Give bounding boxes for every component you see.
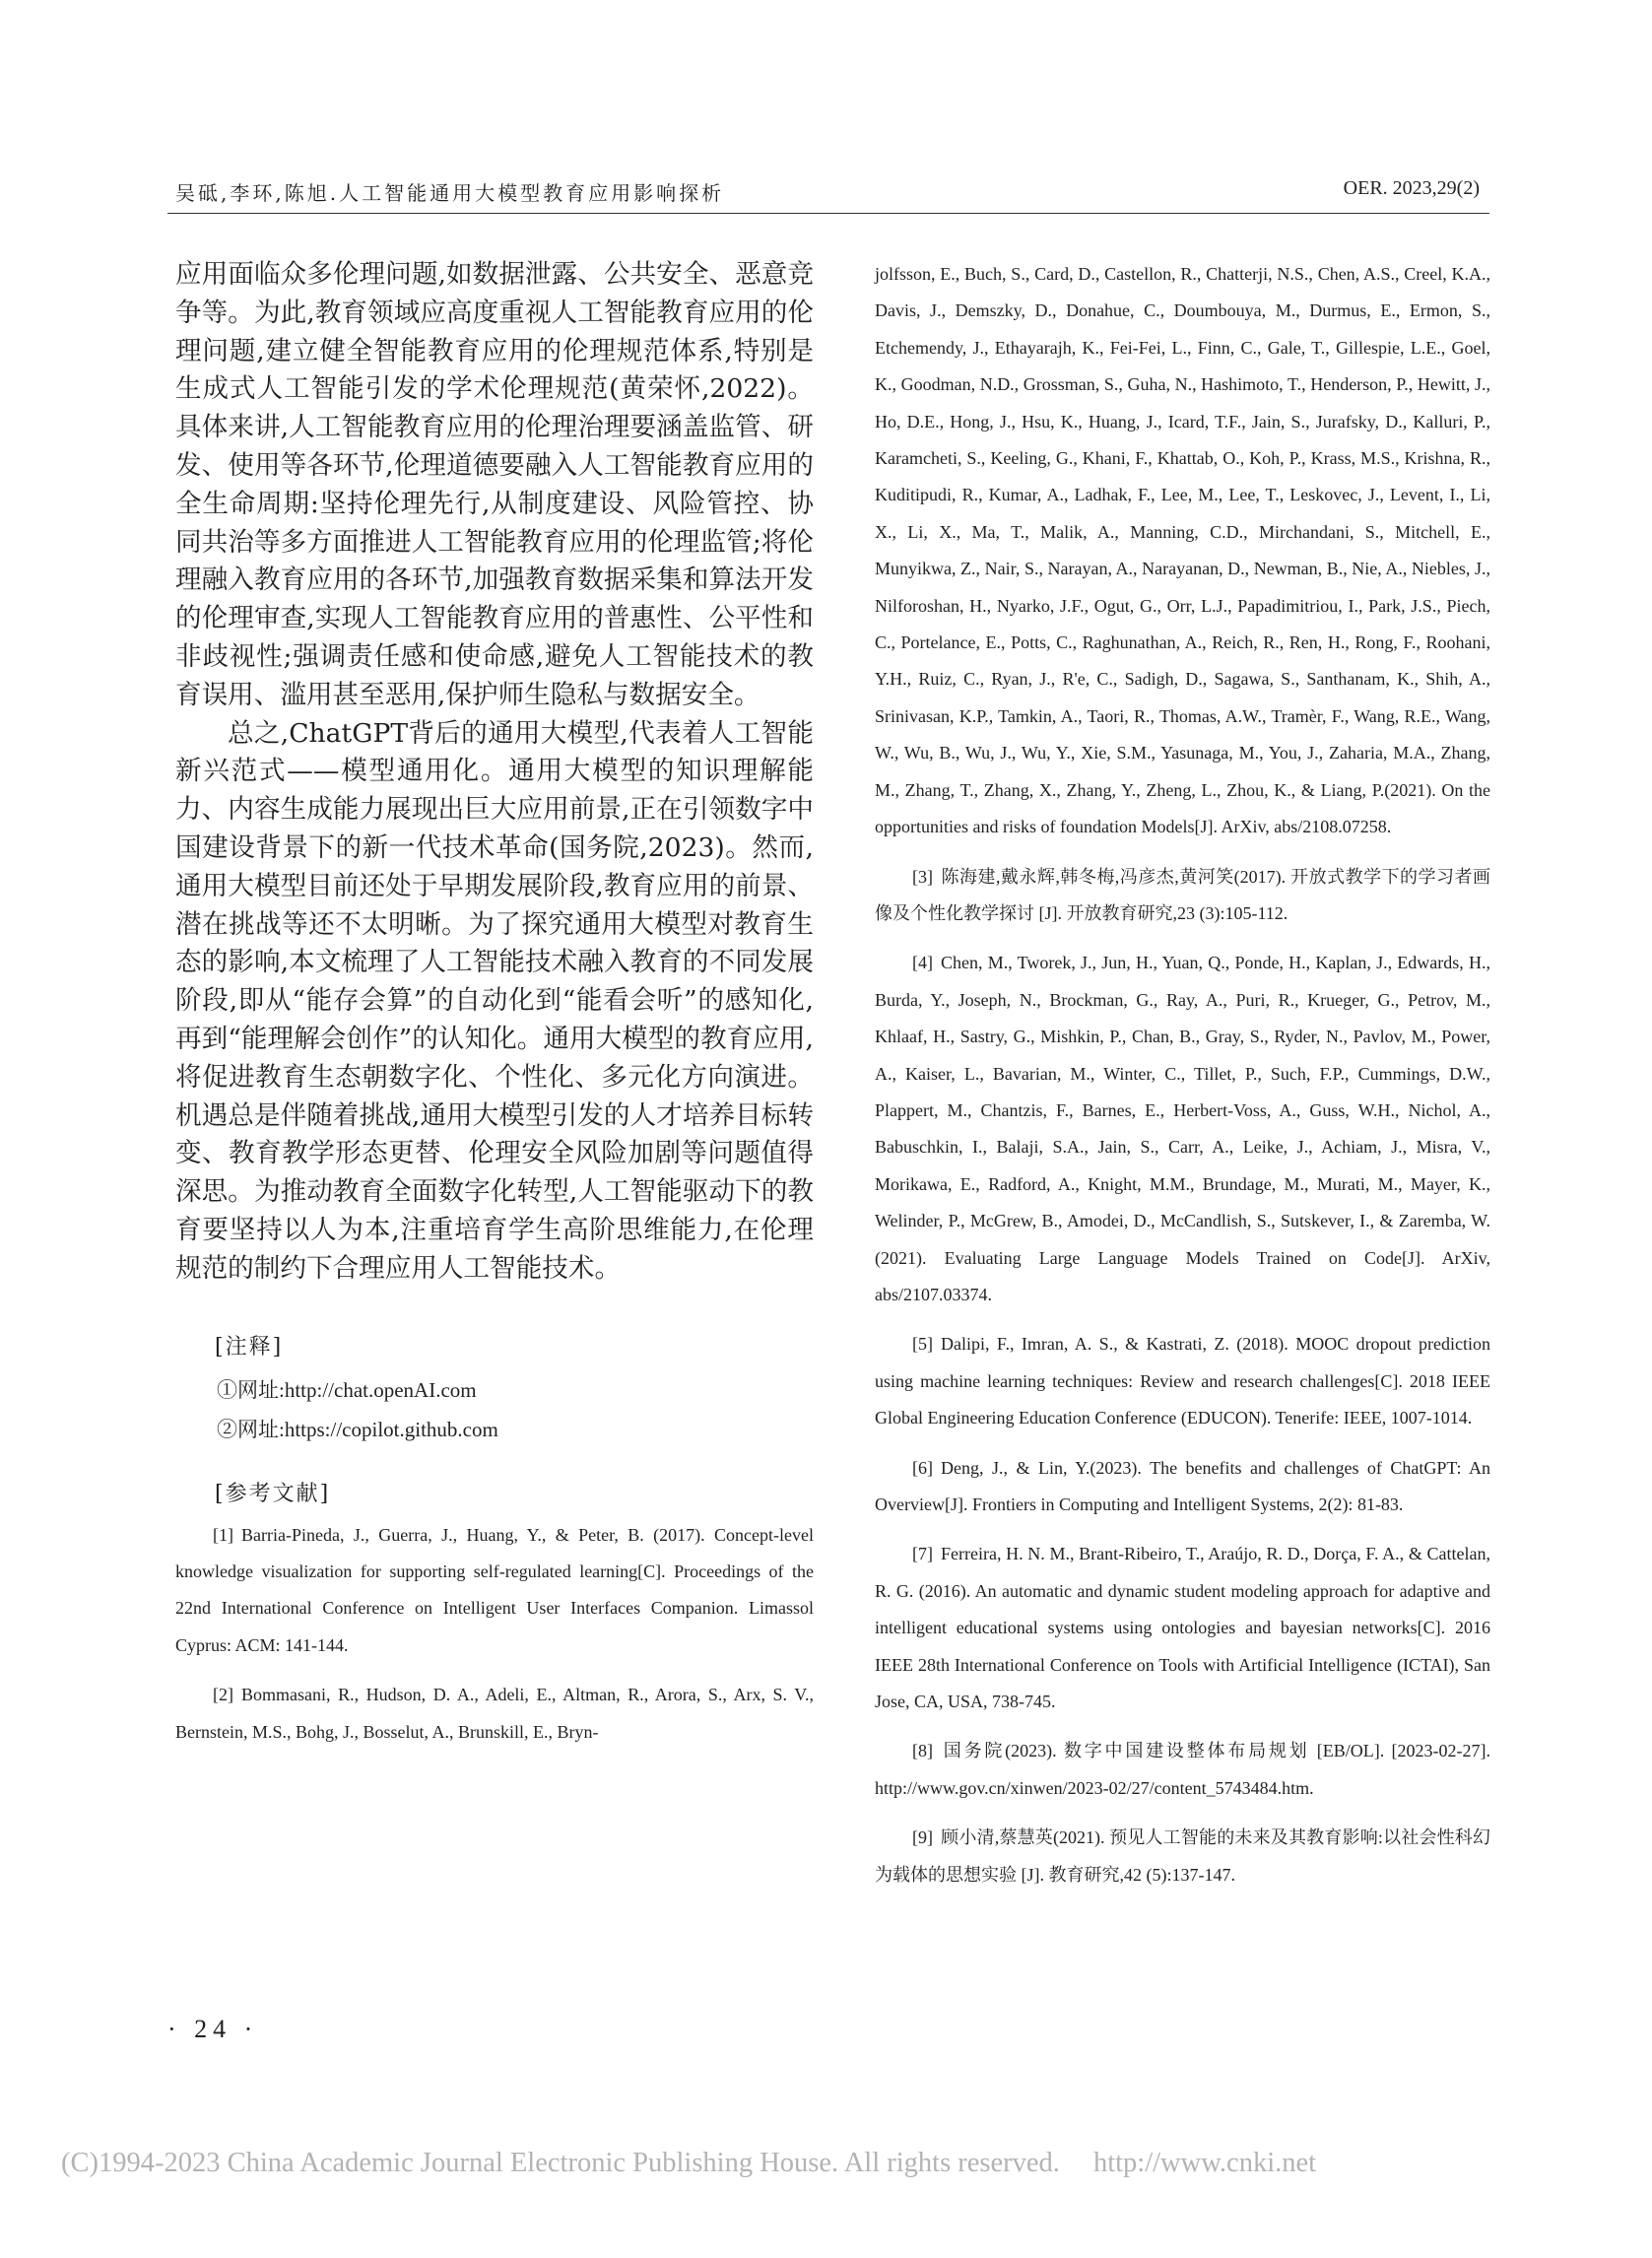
reference-number: [4] [912, 953, 933, 973]
reference-text: 陈海建,戴永辉,韩冬梅,冯彦杰,黄河笑(2017). 开放式教学下的学习者画像及个性化教学探讨 [J]. 开放教育研究,23 (3):105-112. [875, 866, 1490, 923]
references-heading: [参考文献] [215, 1481, 331, 1506]
reference-number: [9] [912, 1827, 933, 1848]
reference-number: [1] [213, 1524, 233, 1545]
body-paragraph: 应用面临众多伦理问题,如数据泄露、公共安全、恶意竞争等。为此,教育领域应高度重视人工智能教育应用的伦理问题,建立健全智能教育应用的伦理规范体系,特别是生成式人工智能引发的学术伦理规范(黄荣怀,2022)。具体来讲,人工智能教育应用的伦理治理要涵盖监管、研发、使用等各环节,伦理道德要融入人工智能教育应用的全生命周期:坚持伦理先行,从制度建设、风险管控、协同共治等多方面推进人工智能教育应用的伦理监管;将伦理融入教育应用的各环节,加强教育数据采集和算法开发的伦理审查,实现人工智能教育应用的普惠性、公平性和非歧视性;强调责任感和使命感,避免人工智能技术的教育误用、滥用甚至恶用,保护师生隐私与数据安全。 [175, 259, 814, 710]
reference-text: Deng, J., & Lin, Y.(2023). The benefits and challenges of ChatGPT: An Overview[J]. Frontiers in Computing and Intelligent Systems, 2(2): 81-83. [875, 1457, 1490, 1514]
reference-text: Ferreira, H. N. M., Brant-Ribeiro, T., Araújo, R. D., Dorça, F. A., & Cattelan, R. G. (2016). An automatic and dynamic student modeling approach for adaptive and intelligent educational systems using ontologies and bayesian networks[C]. 2016 IEEE 28th International Conference on Tools with Artificial Intelligence (ICTAI), San Jose, CA, USA, 738-745. [875, 1544, 1490, 1712]
reference-continuation: jolfsson, E., Buch, S., Card, D., Castellon, R., Chatterji, N.S., Chen, A.S., Creel, K.A., Davis, J., Demszky, D., Donahue, C., Doumbouya, M., Durmus, E., Ermon, S., Etchemendy, J., Ethayarajh, K., Fei-Fei, L., Finn, C., Gale, T., Gillespie, L.E., Goel, K., Goodman, N.D., Grossman, S., Guha, N., Hashimoto, T., Henderson, P., Hewitt, J., Ho, D.E., Hong, J., Hsu, K., Huang, J., Icard, T.F., Jain, S., Jurafsky, D., Kalluri, P., Karamcheti, S., Keeling, G., Khani, F., Khattab, O., Koh, P., Krass, M.S., Krishna, R., Kuditipudi, R., Kumar, A., Ladhak, F., Lee, M., Lee, T., Leskovec, J., Levent, I., Li, X., Li, X., Ma, T., Malik, A., Manning, C.D., Mirchandani, S., Mitchell, E., Munyikwa, Z., Nair, S., Narayan, A., Narayanan, D., Newman, B., Nie, A., Niebles, J., Nilforoshan, H., Nyarko, J.F., Ogut, G., Orr, L.J., Papadimitriou, I., Park, J.S., Piech, C., Portelance, E., Potts, C., Raghunathan, A., Reich, R., Ren, H., Rong, F., Roohani, Y.H., Ruiz, C., Ryan, J., R'e, C., Sadigh, D., Sagawa, S., Santhanam, K., Shih, A., Srinivasan, K.P., Tamkin, A., Taori, R., Thomas, A.W., Tramèr, F., Wang, R.E., Wang, W., Wu, B., Wu, J., Wu, Y., Xie, S.M., Yasunaga, M., You, J., Zaharia, M.A., Zhang, M., Zhang, T., Zhang, X., Zhang, Y., Zheng, L., Zhou, K., & Liang, P.(2021). On the opportunities and risks of foundation Models[J]. ArXiv, abs/2108.07258. [875, 264, 1490, 837]
reference-number: [8] [912, 1741, 933, 1761]
reference-item [875, 859, 1490, 933]
reference-item [875, 1733, 1490, 1807]
reference-item [875, 1326, 1490, 1436]
reference-text: Barria-Pineda, J., Guerra, J., Huang, Y., & Peter, B. (2017). Concept-level knowledge visualization for supporting self-regulated learning[C]. Proceedings of the 22nd International Conference on Intelligent User Interfaces Companion. Limassol Cyprus: ACM: 141-144. [175, 1524, 814, 1655]
reference-number: [3] [912, 866, 933, 887]
copyright-footer [61, 2148, 1316, 2179]
left-column [175, 256, 814, 1763]
copyright-text: (C)1994-2023 China Academic Journal Electronic Publishing House. All rights reserved. [61, 2148, 1060, 2178]
reference-item [875, 945, 1490, 1313]
running-head-authors-title: 吴砥,李环,陈旭.人工智能通用大模型教育应用影响探析 [175, 181, 725, 205]
reference-item [175, 1517, 814, 1665]
reference-text: 国务院(2023). 数字中国建设整体布局规划 [EB/OL]. [2023-02-27]. http://www.gov.cn/xinwen/2023-02/27/content_5743484.htm. [875, 1741, 1490, 1798]
reference-text: Chen, M., Tworek, J., Jun, H., Yuan, Q., Ponde, H., Kaplan, J., Edwards, H., Burda, Y., Joseph, N., Brockman, G., Ray, A., Puri, R., Krueger, G., Petrov, M., Khlaaf, H., Sastry, G., Mishkin, P., Chan, B., Gray, S., Ryder, N., Pavlov, M., Power, A., Kaiser, L., Bavarian, M., Winter, C., Tillet, P., Such, F.P., Cummings, D.W., Plappert, M., Chantzis, F., Barnes, E., Herbert-Voss, A., Guss, W.H., Nichol, A., Babuschkin, I., Balaji, S.A., Jain, S., Carr, A., Leike, J., Achiam, J., Misra, V., Morikawa, E., Radford, A., Knight, M.M., Brundage, M., Murati, M., Mayer, K., Welinder, P., McGrew, B., Amodei, D., McCandlish, S., Sutskever, I., & Zaremba, W.(2021). Evaluating Large Language Models Trained on Code[J]. ArXiv, abs/2107.03374. [875, 953, 1490, 1304]
reference-item [875, 1820, 1490, 1893]
reference-item [875, 1536, 1490, 1720]
running-head-journal: OER. 2023,29(2) [1343, 177, 1480, 199]
reference-text: Bommasani, R., Hudson, D. A., Adeli, E., Altman, R., Arora, S., Arx, S. V., Bernstein, M.S., Bohg, J., Bosselut, A., Brunskill, E., Bryn- [175, 1685, 814, 1742]
cnki-url[interactable]: http://www.cnki.net [1092, 2148, 1317, 2178]
running-head [167, 173, 1489, 214]
page-number: · 24 · [167, 2015, 259, 2043]
reference-number: [7] [912, 1544, 933, 1564]
body-paragraph: 总之,ChatGPT背后的通用大模型,代表着人工智能新兴范式——模型通用化。通用大模型的知识理解能力、内容生成能力展现出巨大应用前景,正在引领数字中国建设背景下的新一代技术革命(国务院,2023)。然而,通用大模型目前还处于早期发展阶段,教育应用的前景、潜在挑战等还不太明晰。为了探究通用大模型对教育生态的影响,本文梳理了人工智能技术融入教育的不同发展阶段,即从“能存会算”的自动化到“能看会听”的感知化,再到“能理解会创作”的认知化。通用大模型的教育应用,将促进教育生态朝数字化、个性化、多元化方向演进。机遇总是伴随着挑战,通用大模型引发的人才培养目标转变、教育教学形态更替、伦理安全风险加剧等问题值得深思。为推动教育全面数字化转型,人工智能驱动下的教育要坚持以人为本,注重培育学生高阶思维能力,在伦理规范的制约下合理应用人工智能技术。 [175, 717, 814, 1284]
notes-heading: [注释] [215, 1334, 284, 1360]
note-item: ①网址:http://chat.openAI.com [217, 1377, 477, 1402]
reference-text: Dalipi, F., Imran, A. S., & Kastrati, Z. (2018). MOOC dropout prediction using machine learning techniques: Review and research challenges[C]. 2018 IEEE Global Engineering Education Conference (EDUCON). Tenerife: IEEE, 1007-1014. [875, 1334, 1490, 1428]
reference-item [175, 1677, 814, 1751]
reference-text: 顾小清,蔡慧英(2021). 预见人工智能的未来及其教育影响:以社会性科幻为载体的思想实验 [J]. 教育研究,42 (5):137-147. [875, 1827, 1490, 1885]
reference-number: [2] [213, 1685, 233, 1705]
right-column [875, 256, 1490, 1906]
reference-number: [6] [912, 1457, 933, 1478]
reference-number: [5] [912, 1334, 933, 1355]
note-item: ②网址:https://copilot.github.com [217, 1417, 498, 1441]
reference-item [875, 1450, 1490, 1524]
